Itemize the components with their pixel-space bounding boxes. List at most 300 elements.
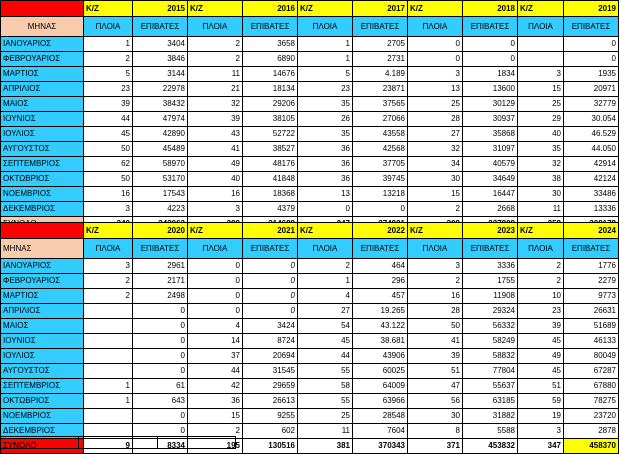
total-ships-cell[interactable]: 371 <box>408 439 463 454</box>
passengers-cell[interactable]: 0 <box>564 37 619 52</box>
ships-cell[interactable] <box>84 334 133 349</box>
passengers-cell[interactable]: 2878 <box>564 424 619 439</box>
ships-cell[interactable]: 3 <box>518 67 564 82</box>
ships-cell[interactable]: 54 <box>298 319 353 334</box>
ships-cell[interactable] <box>518 52 564 67</box>
passengers-cell[interactable]: 30129 <box>463 97 518 112</box>
ships-cell[interactable]: 23 <box>298 82 353 97</box>
ships-column-header[interactable]: ΠΛΟΙΑ <box>84 17 133 37</box>
passengers-column-header[interactable]: ΕΠΙΒΑΤΕΣ <box>243 239 298 259</box>
month-cell[interactable]: ΙΟΥΛΙΟΣ <box>1 349 84 364</box>
ships-cell[interactable]: 25 <box>408 97 463 112</box>
ships-cell[interactable]: 2 <box>518 274 564 289</box>
year-cell[interactable]: 2023 <box>463 223 518 239</box>
total-label-cell[interactable]: ΣΥΝΟΛΟ <box>1 439 84 454</box>
passengers-column-header[interactable]: ΕΠΙΒΑΤΕΣ <box>564 239 619 259</box>
passengers-cell[interactable]: 35868 <box>463 127 518 142</box>
passengers-cell[interactable]: 296 <box>353 274 408 289</box>
kz-label-cell[interactable]: Κ/Ζ <box>298 223 353 239</box>
passengers-cell[interactable]: 58249 <box>463 334 518 349</box>
passengers-cell[interactable]: 22978 <box>133 82 188 97</box>
kz-label-cell[interactable]: Κ/Ζ <box>188 223 243 239</box>
passengers-cell[interactable]: 3424 <box>243 319 298 334</box>
passengers-column-header[interactable]: ΕΠΙΒΑΤΕΣ <box>564 17 619 37</box>
passengers-cell[interactable]: 457 <box>353 289 408 304</box>
passengers-cell[interactable]: 23871 <box>353 82 408 97</box>
passengers-cell[interactable]: 37705 <box>353 157 408 172</box>
ships-cell[interactable]: 2 <box>518 259 564 274</box>
passengers-column-header[interactable]: ΕΠΙΒΑΤΕΣ <box>463 17 518 37</box>
passengers-cell[interactable]: 45489 <box>133 142 188 157</box>
ships-cell[interactable]: 23 <box>84 82 133 97</box>
passengers-cell[interactable]: 7604 <box>353 424 408 439</box>
kz-label-cell[interactable]: Κ/Ζ <box>298 1 353 17</box>
total-passengers-cell[interactable]: 370343 <box>353 439 408 454</box>
ships-cell[interactable]: 19 <box>518 409 564 424</box>
passengers-cell[interactable]: 0 <box>133 424 188 439</box>
ships-cell[interactable]: 23 <box>518 304 564 319</box>
ships-cell[interactable]: 32 <box>188 97 243 112</box>
passengers-cell[interactable]: 30.054 <box>564 112 619 127</box>
ships-cell[interactable]: 45 <box>298 334 353 349</box>
passengers-cell[interactable]: 13218 <box>353 187 408 202</box>
ships-cell[interactable]: 50 <box>84 142 133 157</box>
ships-column-header[interactable]: ΠΛΟΙΑ <box>408 17 463 37</box>
passengers-cell[interactable]: 23720 <box>564 409 619 424</box>
passengers-cell[interactable]: 30937 <box>463 112 518 127</box>
total-passengers-cell[interactable]: 130516 <box>243 439 298 454</box>
passengers-cell[interactable]: 0 <box>463 52 518 67</box>
ships-cell[interactable]: 21 <box>188 82 243 97</box>
ships-cell[interactable]: 44 <box>188 364 243 379</box>
month-cell[interactable]: ΣΕΠΤΕΜΒΡΙΟΣ <box>1 157 84 172</box>
passengers-cell[interactable]: 63966 <box>353 394 408 409</box>
ships-cell[interactable]: 39 <box>84 97 133 112</box>
ships-cell[interactable]: 0 <box>408 52 463 67</box>
passengers-cell[interactable]: 0 <box>564 52 619 67</box>
ships-cell[interactable]: 1 <box>298 274 353 289</box>
passengers-cell[interactable]: 26613 <box>243 394 298 409</box>
month-cell[interactable]: ΑΠΡΙΛΙΟΣ <box>1 304 84 319</box>
ships-cell[interactable]: 35 <box>518 142 564 157</box>
ships-cell[interactable]: 39 <box>518 319 564 334</box>
ships-cell[interactable]: 3 <box>408 67 463 82</box>
passengers-cell[interactable]: 0 <box>243 259 298 274</box>
month-cell[interactable]: ΜΑΙΟΣ <box>1 319 84 334</box>
ships-cell[interactable] <box>84 364 133 379</box>
ships-cell[interactable]: 30 <box>408 409 463 424</box>
ships-cell[interactable]: 50 <box>84 172 133 187</box>
month-cell[interactable]: ΙΟΥΝΙΟΣ <box>1 334 84 349</box>
ships-cell[interactable]: 2 <box>408 202 463 217</box>
kz-label-cell[interactable]: Κ/Ζ <box>408 223 463 239</box>
ships-cell[interactable]: 28 <box>408 112 463 127</box>
passengers-cell[interactable]: 2731 <box>353 52 408 67</box>
ships-cell[interactable] <box>518 37 564 52</box>
passengers-column-header[interactable]: ΕΠΙΒΑΤΕΣ <box>353 17 408 37</box>
passengers-cell[interactable]: 3658 <box>243 37 298 52</box>
month-cell[interactable]: ΙΟΥΛΙΟΣ <box>1 127 84 142</box>
ships-cell[interactable]: 16 <box>188 187 243 202</box>
ships-cell[interactable]: 2 <box>408 274 463 289</box>
empty-cell[interactable] <box>157 437 235 449</box>
passengers-cell[interactable]: 20971 <box>564 82 619 97</box>
ships-cell[interactable]: 34 <box>408 157 463 172</box>
ships-cell[interactable]: 44 <box>298 349 353 364</box>
passengers-cell[interactable]: 2961 <box>133 259 188 274</box>
passengers-cell[interactable]: 42124 <box>564 172 619 187</box>
ships-cell[interactable]: 32 <box>518 157 564 172</box>
ships-cell[interactable]: 38 <box>518 172 564 187</box>
ships-cell[interactable]: 27 <box>298 304 353 319</box>
ships-cell[interactable]: 3 <box>84 202 133 217</box>
ships-cell[interactable]: 1 <box>298 37 353 52</box>
ships-column-header[interactable]: ΠΛΟΙΑ <box>188 17 243 37</box>
year-cell[interactable]: 2021 <box>243 223 298 239</box>
passengers-cell[interactable]: 3404 <box>133 37 188 52</box>
passengers-cell[interactable]: 18368 <box>243 187 298 202</box>
ships-cell[interactable]: 39 <box>408 349 463 364</box>
kz-label-cell[interactable]: Κ/Ζ <box>188 1 243 17</box>
kz-label-cell[interactable]: Κ/Ζ <box>518 1 564 17</box>
passengers-cell[interactable]: 4379 <box>243 202 298 217</box>
month-cell[interactable]: ΑΥΓΟΥΣΤΟΣ <box>1 142 84 157</box>
passengers-cell[interactable]: 31545 <box>243 364 298 379</box>
corner-cell[interactable] <box>1 223 84 239</box>
month-cell[interactable]: ΟΚΤΩΒΡΙΟΣ <box>1 394 84 409</box>
ships-cell[interactable]: 62 <box>84 157 133 172</box>
ships-cell[interactable]: 41 <box>188 142 243 157</box>
ships-cell[interactable] <box>84 349 133 364</box>
passengers-cell[interactable]: 4.189 <box>353 67 408 82</box>
ships-cell[interactable]: 4 <box>298 289 353 304</box>
passengers-cell[interactable]: 19.265 <box>353 304 408 319</box>
month-cell[interactable]: ΙΑΝΟΥΑΡΙΟΣ <box>1 37 84 52</box>
ships-column-header[interactable]: ΠΛΟΙΑ <box>408 239 463 259</box>
month-cell[interactable]: ΣΕΠΤΕΜΒΡΙΟΣ <box>1 379 84 394</box>
passengers-cell[interactable]: 643 <box>133 394 188 409</box>
passengers-cell[interactable]: 37565 <box>353 97 408 112</box>
ships-cell[interactable]: 45 <box>518 334 564 349</box>
passengers-cell[interactable]: 13600 <box>463 82 518 97</box>
passengers-cell[interactable]: 2705 <box>353 37 408 52</box>
ships-cell[interactable]: 49 <box>518 349 564 364</box>
passengers-cell[interactable]: 9255 <box>243 409 298 424</box>
ships-cell[interactable]: 0 <box>188 289 243 304</box>
ships-cell[interactable]: 11 <box>298 424 353 439</box>
ships-cell[interactable]: 8 <box>408 424 463 439</box>
total-ships-cell[interactable]: 9 <box>84 439 133 454</box>
ships-cell[interactable]: 13 <box>408 82 463 97</box>
passengers-cell[interactable]: 43906 <box>353 349 408 364</box>
ships-cell[interactable]: 27 <box>408 127 463 142</box>
empty-cell[interactable] <box>79 437 157 449</box>
month-cell[interactable]: ΔΕΚΕΜΒΡΙΟΣ <box>1 424 84 439</box>
ships-cell[interactable]: 15 <box>408 187 463 202</box>
passengers-cell[interactable]: 3336 <box>463 259 518 274</box>
month-cell[interactable]: ΦΕΒΡΟΥΑΡΙΟΣ <box>1 52 84 67</box>
passengers-cell[interactable]: 20694 <box>243 349 298 364</box>
passengers-cell[interactable]: 41848 <box>243 172 298 187</box>
ships-cell[interactable]: 1 <box>84 37 133 52</box>
ships-cell[interactable]: 2 <box>188 52 243 67</box>
ships-cell[interactable]: 50 <box>408 319 463 334</box>
passengers-cell[interactable]: 38105 <box>243 112 298 127</box>
ships-cell[interactable]: 30 <box>408 172 463 187</box>
passengers-cell[interactable]: 29206 <box>243 97 298 112</box>
ships-cell[interactable]: 15 <box>518 82 564 97</box>
passengers-cell[interactable]: 58832 <box>463 349 518 364</box>
passengers-cell[interactable]: 0 <box>243 289 298 304</box>
passengers-cell[interactable]: 0 <box>243 274 298 289</box>
total-passengers-cell[interactable]: 8334 <box>133 439 188 454</box>
passengers-cell[interactable]: 3846 <box>133 52 188 67</box>
month-cell[interactable]: ΙΑΝΟΥΑΡΙΟΣ <box>1 259 84 274</box>
passengers-cell[interactable]: 8724 <box>243 334 298 349</box>
passengers-column-header[interactable]: ΕΠΙΒΑΤΕΣ <box>243 17 298 37</box>
month-cell[interactable]: ΔΕΚΕΜΒΡΙΟΣ <box>1 202 84 217</box>
passengers-cell[interactable]: 4223 <box>133 202 188 217</box>
ships-column-header[interactable]: ΠΛΟΙΑ <box>518 239 564 259</box>
ships-cell[interactable]: 40 <box>188 172 243 187</box>
ships-cell[interactable]: 0 <box>298 202 353 217</box>
passengers-cell[interactable]: 60025 <box>353 364 408 379</box>
year-cell[interactable]: 2016 <box>243 1 298 17</box>
ships-cell[interactable]: 3 <box>408 259 463 274</box>
passengers-cell[interactable]: 0 <box>133 364 188 379</box>
passengers-cell[interactable]: 26631 <box>564 304 619 319</box>
passengers-cell[interactable]: 42568 <box>353 142 408 157</box>
passengers-cell[interactable]: 58970 <box>133 157 188 172</box>
ships-cell[interactable] <box>84 304 133 319</box>
passengers-cell[interactable]: 29324 <box>463 304 518 319</box>
passengers-column-header[interactable]: ΕΠΙΒΑΤΕΣ <box>133 17 188 37</box>
passengers-column-header[interactable]: ΕΠΙΒΑΤΕΣ <box>353 239 408 259</box>
ships-cell[interactable]: 1 <box>298 52 353 67</box>
kz-label-cell[interactable]: Κ/Ζ <box>408 1 463 17</box>
passengers-cell[interactable]: 1755 <box>463 274 518 289</box>
passengers-cell[interactable]: 2668 <box>463 202 518 217</box>
ships-cell[interactable]: 14 <box>188 334 243 349</box>
ships-cell[interactable]: 28 <box>408 304 463 319</box>
month-cell[interactable]: ΟΚΤΩΒΡΙΟΣ <box>1 172 84 187</box>
ships-cell[interactable]: 36 <box>188 394 243 409</box>
passengers-cell[interactable]: 2171 <box>133 274 188 289</box>
year-cell[interactable]: 2019 <box>564 1 619 17</box>
passengers-cell[interactable]: 11908 <box>463 289 518 304</box>
passengers-cell[interactable]: 6890 <box>243 52 298 67</box>
passengers-cell[interactable]: 61 <box>133 379 188 394</box>
ships-cell[interactable]: 35 <box>298 127 353 142</box>
passengers-cell[interactable]: 13336 <box>564 202 619 217</box>
ships-cell[interactable]: 49 <box>188 157 243 172</box>
ships-cell[interactable]: 32 <box>408 142 463 157</box>
ships-cell[interactable]: 37 <box>188 349 243 364</box>
passengers-cell[interactable]: 53170 <box>133 172 188 187</box>
passengers-cell[interactable]: 31882 <box>463 409 518 424</box>
passengers-cell[interactable]: 33486 <box>564 187 619 202</box>
ships-cell[interactable]: 36 <box>298 142 353 157</box>
passengers-cell[interactable]: 34649 <box>463 172 518 187</box>
passengers-cell[interactable]: 17543 <box>133 187 188 202</box>
ships-cell[interactable]: 3 <box>518 424 564 439</box>
ships-cell[interactable]: 2 <box>84 274 133 289</box>
passengers-cell[interactable]: 43558 <box>353 127 408 142</box>
year-cell[interactable]: 2022 <box>353 223 408 239</box>
passengers-cell[interactable]: 67287 <box>564 364 619 379</box>
ships-cell[interactable]: 13 <box>298 187 353 202</box>
passengers-cell[interactable]: 38.681 <box>353 334 408 349</box>
month-column-header[interactable]: ΜΗΝΑΣ <box>1 239 84 259</box>
passengers-cell[interactable]: 2498 <box>133 289 188 304</box>
month-cell[interactable]: ΜΑΡΤΙΟΣ <box>1 67 84 82</box>
ships-cell[interactable]: 30 <box>518 187 564 202</box>
ships-cell[interactable]: 42 <box>188 379 243 394</box>
empty-cell[interactable] <box>1 437 79 449</box>
passengers-cell[interactable]: 44.050 <box>564 142 619 157</box>
ships-cell[interactable]: 2 <box>188 424 243 439</box>
ships-cell[interactable]: 11 <box>518 202 564 217</box>
ships-cell[interactable]: 40 <box>518 127 564 142</box>
passengers-cell[interactable]: 0 <box>133 409 188 424</box>
passengers-cell[interactable]: 2279 <box>564 274 619 289</box>
passengers-cell[interactable]: 27066 <box>353 112 408 127</box>
passengers-cell[interactable]: 38527 <box>243 142 298 157</box>
month-cell[interactable]: ΜΑΡΤΙΟΣ <box>1 289 84 304</box>
passengers-cell[interactable]: 55637 <box>463 379 518 394</box>
ships-cell[interactable]: 4 <box>188 319 243 334</box>
passengers-cell[interactable]: 42914 <box>564 157 619 172</box>
ships-cell[interactable]: 35 <box>298 97 353 112</box>
ships-cell[interactable]: 58 <box>298 379 353 394</box>
passengers-cell[interactable]: 67880 <box>564 379 619 394</box>
passengers-cell[interactable]: 29659 <box>243 379 298 394</box>
year-cell[interactable]: 2018 <box>463 1 518 17</box>
passengers-cell[interactable]: 78275 <box>564 394 619 409</box>
corner-cell[interactable] <box>1 1 84 17</box>
ships-column-header[interactable]: ΠΛΟΙΑ <box>84 239 133 259</box>
ships-cell[interactable]: 2 <box>84 289 133 304</box>
passengers-cell[interactable]: 46.529 <box>564 127 619 142</box>
total-ships-cell[interactable]: 347 <box>518 439 564 454</box>
year-cell[interactable]: 2015 <box>133 1 188 17</box>
passengers-cell[interactable]: 0 <box>133 349 188 364</box>
passengers-cell[interactable]: 48176 <box>243 157 298 172</box>
ships-column-header[interactable]: ΠΛΟΙΑ <box>298 239 353 259</box>
ships-cell[interactable]: 0 <box>408 37 463 52</box>
passengers-cell[interactable]: 602 <box>243 424 298 439</box>
passengers-cell[interactable]: 64009 <box>353 379 408 394</box>
ships-cell[interactable]: 25 <box>298 409 353 424</box>
passengers-cell[interactable]: 3144 <box>133 67 188 82</box>
total-ships-cell[interactable]: 381 <box>298 439 353 454</box>
month-cell[interactable]: ΑΥΓΟΥΣΤΟΣ <box>1 364 84 379</box>
passengers-cell[interactable]: 9773 <box>564 289 619 304</box>
ships-cell[interactable]: 16 <box>408 289 463 304</box>
passengers-cell[interactable]: 16447 <box>463 187 518 202</box>
ships-cell[interactable]: 5 <box>84 67 133 82</box>
passengers-cell[interactable]: 47974 <box>133 112 188 127</box>
passengers-cell[interactable]: 0 <box>353 202 408 217</box>
ships-cell[interactable]: 2 <box>84 52 133 67</box>
ships-cell[interactable]: 36 <box>298 172 353 187</box>
passengers-cell[interactable]: 5588 <box>463 424 518 439</box>
passengers-cell[interactable]: 0 <box>243 304 298 319</box>
passengers-cell[interactable]: 0 <box>133 319 188 334</box>
passengers-cell[interactable]: 31097 <box>463 142 518 157</box>
ships-cell[interactable] <box>84 319 133 334</box>
passengers-cell[interactable]: 0 <box>463 37 518 52</box>
passengers-cell[interactable]: 18134 <box>243 82 298 97</box>
ships-cell[interactable]: 36 <box>298 157 353 172</box>
ships-cell[interactable]: 3 <box>84 259 133 274</box>
passengers-cell[interactable]: 0 <box>133 334 188 349</box>
ships-cell[interactable]: 44 <box>84 112 133 127</box>
month-cell[interactable]: ΝΟΕΜΒΡΙΟΣ <box>1 187 84 202</box>
ships-cell[interactable]: 47 <box>408 379 463 394</box>
ships-cell[interactable]: 43 <box>188 127 243 142</box>
passengers-cell[interactable]: 42890 <box>133 127 188 142</box>
total-passengers-cell[interactable]: 453832 <box>463 439 518 454</box>
ships-column-header[interactable]: ΠΛΟΙΑ <box>298 17 353 37</box>
month-cell[interactable]: ΝΟΕΜΒΡΙΟΣ <box>1 409 84 424</box>
ships-cell[interactable]: 45 <box>518 364 564 379</box>
passengers-cell[interactable]: 0 <box>133 304 188 319</box>
passengers-cell[interactable]: 1834 <box>463 67 518 82</box>
month-column-header[interactable]: ΜΗΝΑΣ <box>1 17 84 37</box>
ships-cell[interactable]: 0 <box>188 259 243 274</box>
ships-cell[interactable]: 0 <box>188 304 243 319</box>
ships-cell[interactable]: 5 <box>298 67 353 82</box>
total-ships-cell[interactable]: 195 <box>188 439 243 454</box>
ships-cell[interactable]: 41 <box>408 334 463 349</box>
ships-cell[interactable]: 39 <box>188 112 243 127</box>
ships-cell[interactable] <box>84 409 133 424</box>
ships-cell[interactable]: 10 <box>518 289 564 304</box>
month-cell[interactable]: ΑΠΡΙΛΙΟΣ <box>1 82 84 97</box>
passengers-cell[interactable]: 51689 <box>564 319 619 334</box>
passengers-cell[interactable]: 80049 <box>564 349 619 364</box>
passengers-cell[interactable]: 40579 <box>463 157 518 172</box>
ships-cell[interactable]: 26 <box>298 112 353 127</box>
passengers-cell[interactable]: 1776 <box>564 259 619 274</box>
ships-cell[interactable]: 51 <box>408 364 463 379</box>
ships-cell[interactable]: 45 <box>84 127 133 142</box>
ships-cell[interactable]: 1 <box>84 379 133 394</box>
ships-cell[interactable]: 2 <box>298 259 353 274</box>
passengers-column-header[interactable]: ΕΠΙΒΑΤΕΣ <box>133 239 188 259</box>
ships-cell[interactable]: 15 <box>188 409 243 424</box>
passengers-cell[interactable]: 63185 <box>463 394 518 409</box>
passengers-cell[interactable]: 46133 <box>564 334 619 349</box>
passengers-cell[interactable]: 39745 <box>353 172 408 187</box>
ships-column-header[interactable]: ΠΛΟΙΑ <box>188 239 243 259</box>
ships-cell[interactable]: 51 <box>518 379 564 394</box>
year-cell[interactable]: 2017 <box>353 1 408 17</box>
kz-label-cell[interactable]: Κ/Ζ <box>84 223 133 239</box>
passengers-cell[interactable]: 43.122 <box>353 319 408 334</box>
passengers-cell[interactable]: 32779 <box>564 97 619 112</box>
ships-cell[interactable]: 1 <box>84 394 133 409</box>
ships-cell[interactable]: 11 <box>188 67 243 82</box>
passengers-column-header[interactable]: ΕΠΙΒΑΤΕΣ <box>463 239 518 259</box>
ships-cell[interactable]: 3 <box>188 202 243 217</box>
year-cell[interactable]: 2024 <box>564 223 619 239</box>
total-passengers-cell[interactable]: 458370 <box>564 439 619 454</box>
year-cell[interactable]: 2020 <box>133 223 188 239</box>
month-cell[interactable]: ΦΕΒΡΟΥΑΡΙΟΣ <box>1 274 84 289</box>
ships-cell[interactable]: 56 <box>408 394 463 409</box>
